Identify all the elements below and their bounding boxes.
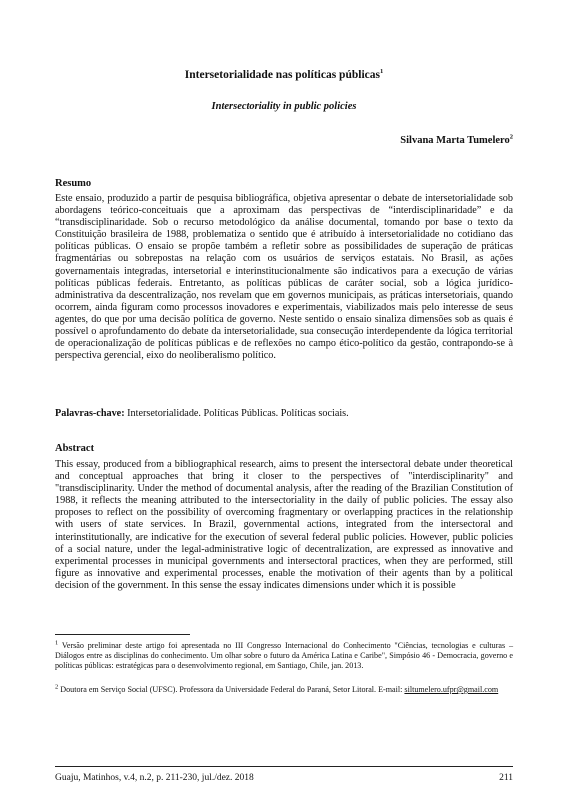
title-footnote-mark: 1: [379, 68, 384, 76]
abstract-heading: Abstract: [55, 443, 95, 454]
author-name: Silvana Marta Tumelero$^2$: [400, 133, 513, 146]
resumo-heading: Resumo: [55, 178, 92, 189]
author-footnote-mark: 2: [509, 133, 513, 141]
footer-separator: [55, 766, 513, 767]
footnote-1: $^1$ Versão preliminar deste artigo foi apresentada no III Congresso Internacional do Conhecimento "Ciências, tecnologias e culturas – Diálogos entre as disciplinas do conhecimento. Um olhar sobre o futuro da América Latina e Caribe", Simpósio 46 - Democracia, governo e políticas públicas: estratégicas para o desenvolvimento regional, em Santiago, Chile, jan. 2013.: [55, 639, 513, 670]
abstract-body: This essay, produced from a bibliographical research, aims to present the intersectoral debate under theoretical and conceptual approaches that bring it closer to the perspectives of "interdisciplinarity" and "transdisciplinarity. Under the method of documental analysis, after the reading of the Brazilian Constitution of 1988, it reflects the meaning attributed to the intersectoriality in the daily of public policies. The essay also proposes to reflect on the possibility of overcoming fragmentary or overlapping practices in the relationship with users of state services. In Brazil, governmental actions, integrated from the intersectoral and interinstitutionally, are indicative for the execution of several federal public policies. However, public policies of a social nature, under the legal-administrative logic of decentralization, are expressed as innovative and experimental processes in municipal governments and intersectoral practices, when they are performed, still figure as innovative and experimental processes, enable the motivation of their agents than by a political decision of the government. In this sense the essay indicates dimensions under which it is possible: [55, 459, 513, 591]
keywords-label: Palavras-chave:: [55, 408, 125, 419]
footnote-separator: [55, 634, 190, 635]
article-subtitle: Intersectoriality in public policies: [211, 101, 357, 112]
author-email-link[interactable]: siltumelero.ufpr@gmail.com: [404, 685, 499, 694]
journal-citation: Guaju, Matinhos, v.4, n.2, p. 211-230, jul./dez. 2018: [55, 773, 254, 783]
article-title: Intersetorialidade nas políticas públicas$^1$: [184, 68, 384, 81]
page-number: 211: [499, 773, 513, 783]
footnote-2: $^2$ Doutora em Serviço Social (UFSC). Professora da Universidade Federal do Paraná, Setor Litoral. E-mail: siltumelero.ufpr@gmail.com: [55, 683, 499, 694]
resumo-body: Este ensaio, produzido a partir de pesquisa bibliográfica, objetiva apresentar o debate de intersetorialidade sob abordagens teórico-conceituais que a aproximam das perspectivas de “interdisciplinaridade” e da “transdisciplinaridade. Sob o recurso metodológico da análise documental, tomando por base o texto da Constituição brasileira de 1988, problematiza o sentido que é atribuído à intersetorialidade no cotidiano das políticas públicas. O ensaio se propõe também a refletir sobre as possibilidades de superação de práticas fragmentárias ou sobrepostas na relação com os usuários de serviços estatais. No Brasil, as ações governamentais integradas, intersetorial e interinstitucionalmente são indicativos para a execução de várias políticas públicas federais. Entretanto, as políticas públicas de caráter social, sob a lógica jurídico-administrativa da descentralização, nos revelam que em governos municipais, as práticas intersetoriais, quando ocorrem, ainda figuram como processos inovadores e experimentais, viabilizados mais pelo interesse de seus agentes, do que por uma decisão política de governo. Neste sentido o ensaio sinaliza dimensões sob as quais é possível o aprofundamento do debate da intersetorialidade, sua consecução interdependente da lógica territorial de operacionalização de políticas públicas e de reflexões no campo ético-político da gestão, contrapondo-se à perspectiva gerencial, eixo do neoliberalismo político.: [55, 193, 513, 362]
resumo-keywords: [55, 408, 349, 419]
keywords-list: Intersetorialidade. Políticas Públicas. Políticas sociais.: [127, 408, 349, 419]
